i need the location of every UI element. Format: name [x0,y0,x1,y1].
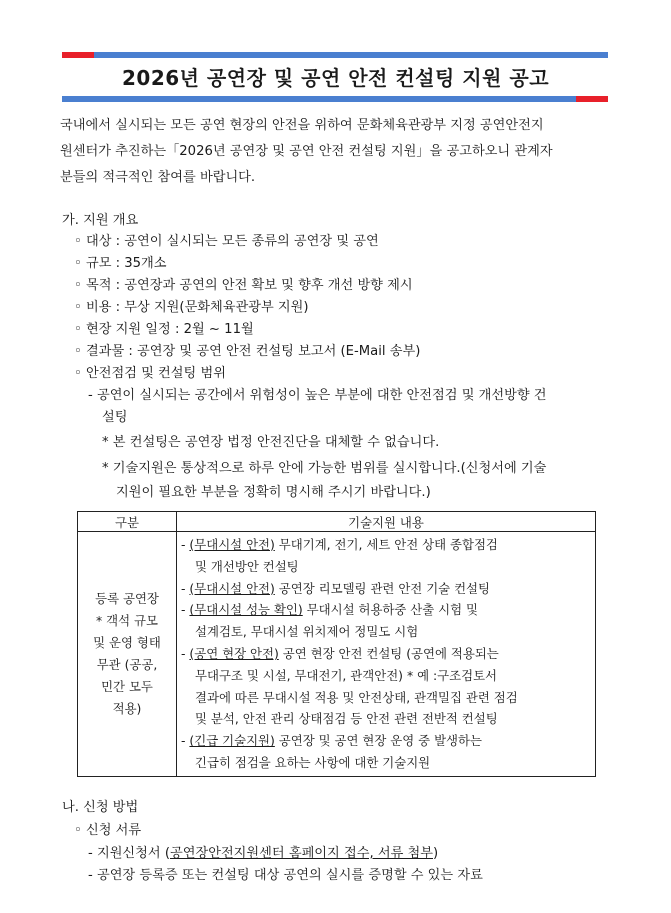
support-item: - (긴급 기술지원) 공연장 및 공연 현장 운영 중 발생하는 긴급히 점검을 요하는 사항에 대한 기술지원 [181,733,482,770]
tech-support-table [77,511,596,777]
table-header-row [78,512,596,532]
header-bar-red-right [576,96,608,102]
support-item-label: (공연 현장 안전) [189,645,279,661]
support-item-label: (긴급 기술지원) [189,733,275,749]
header-bar-red-left [62,52,94,58]
category-cell [78,532,177,777]
homepage-submission-note: 공연장안전지원센터 홈페이지 접수, 서류 첨부 [169,846,433,861]
document-registration: - 공연장 등록증 또는 컨설팅 대상 공연의 실시를 증명할 수 있는 자료 [88,868,483,883]
support-item-label: (무대시설 성능 확인) [189,602,303,618]
col-header-category: 구분 [78,512,177,532]
support-item: - (무대시설 안전) 공연장 리모델링 관련 안전 기술 컨설팅 [181,580,491,596]
header-bar-blue-bottom [62,96,576,102]
intro-paragraph [60,113,620,191]
bullet-schedule: ◦ 현장 지원 일정 : 2월 ~ 11월 [74,322,254,337]
intro-line: 국내에서 실시되는 모든 공연 현장의 안전을 위하여 문화체육관광부 지정 공연안전지 [60,118,544,133]
intro-line: 분들의 적극적인 참여를 바랍니다. [60,170,256,185]
page-title: 2026년 공연장 및 공연 안전 컨설팅 지원 공고 [121,66,550,90]
bullet-cost: ◦ 비용 : 무상 지원(문화체육관광부 지원) [74,300,309,315]
category-line: * 객석 규모 [96,612,158,628]
category-line: 무관 (공공, [96,656,158,672]
note-tech-support: * 기술지원은 통상적으로 하루 안에 가능한 범위를 실시합니다.(신청서에 기술 [102,461,547,476]
support-item-label: (무대시설 안전) [189,537,275,552]
bullet-documents: ◦ 신청 서류 [74,823,142,838]
bullet-target: ◦ 대상 : 공연이 실시되는 모든 종류의 공연장 및 공연 [74,234,379,249]
note-tech-support-cont: 지원이 필요한 부분을 정확히 명시해 주시기 바랍니다.) [116,485,431,500]
document-application: - 지원신청서 (공연장안전지원센터 홈페이지 접수, 서류 첨부) [88,846,439,861]
support-item: - (공연 현장 안전) 공연 현장 안전 컨설팅 (공연에 적용되는 무대구조 및 시설, 무대전기, 관객안전) * 예 :구조검토서 결과에 따른 무대시설 적용 및 안전상태, 관객밀집 관련 점검 및 분석, 안전 관리 상태점검 등 안전 관련 전반적 컨설팅 [181,645,518,727]
section-b-heading: 나. 신청 방법 [62,800,139,815]
note-diagnosis: * 본 컨설팅은 공연장 법정 안전진단을 대체할 수 없습니다. [102,435,440,450]
bullet-deliverable: ◦ 결과물 : 공연장 및 공연 안전 컨설팅 보고서 (E-Mail 송부) [74,344,421,359]
category-line: 및 운영 형태 [93,634,161,650]
table-row [78,532,596,777]
bullet-purpose: ◦ 목적 : 공연장과 공연의 안전 확보 및 향후 개선 방향 제시 [74,278,413,293]
category-line: 적용) [112,700,142,716]
support-item-label: (무대시설 안전) [189,580,275,596]
support-item: - (무대시설 성능 확인) 무대시설 허용하중 산출 시험 및 설계검토, 무대시설 위치제어 정밀도 시험 [181,602,479,640]
bullet-scale: ◦ 규모 : 35개소 [74,256,167,271]
category-line: 등록 공연장 [95,590,159,606]
header-bar-blue-top [94,52,608,58]
col-header-content: 기술지원 내용 [177,512,596,532]
category-line: 민간 모두 [101,678,153,694]
support-item: - (무대시설 안전) 무대기계, 전기, 세트 안전 상태 종합점검 및 개선방안 컨설팅 [181,537,498,574]
scope-description-cont: 설팅 [102,410,128,425]
bullet-scope: ◦ 안전점검 및 컨설팅 범위 [74,366,226,381]
section-a-heading: 가. 지원 개요 [62,213,139,228]
content-cell [177,532,596,777]
intro-line: 원센터가 추진하는「2026년 공연장 및 공연 안전 컨설팅 지원」을 공고하오니 관계자 [60,144,553,159]
scope-description: - 공연이 실시되는 공간에서 위험성이 높은 부분에 대한 안전점검 및 개선방향 건 [88,388,547,403]
